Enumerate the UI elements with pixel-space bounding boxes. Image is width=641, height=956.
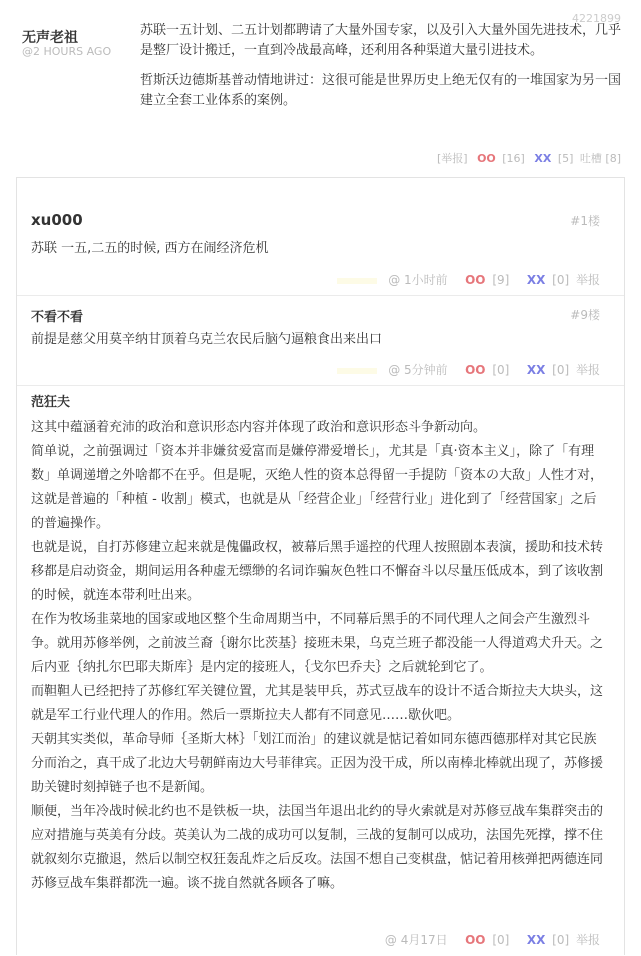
comment-item: [17, 296, 624, 386]
comment-paragraph: 天朝其实类似，革命导师｛圣斯大林｝「划江而治」的建议就是惦记着如同东德西德那样对其它民族分而治之，真干成了北边大号朝鲜南边大号菲律宾。正因为没干成，所以南棒北棒就出现了，苏修援助关键时刻掉链子也不是新闻。: [31, 732, 604, 795]
comment-paragraph: 而靼靼人已经把持了苏修红军关键位置，尤其是装甲兵，苏式豆战车的设计不适合斯拉夫大块头，这就是军工行业代理人的作用。然后一票斯拉夫人都有不同意见……歇伙吧。: [31, 684, 604, 723]
comment-time: @ 1小时前: [388, 273, 448, 287]
comment-author: 不看不看: [31, 310, 84, 325]
xx-label: XX: [526, 933, 546, 947]
xx-label: XX: [526, 363, 546, 377]
comment-item: [17, 178, 624, 296]
xx-count: [0]: [552, 363, 570, 377]
comment-vote-row: [334, 361, 600, 378]
tucao-link[interactable]: 吐槽 [8]: [579, 152, 621, 165]
comment-item: [17, 386, 624, 956]
comment-paragraph: 顺便，当年冷战时候北约也不是铁板一块，法国当年退出北约的导火索就是对苏修豆战车集群突击的应对措施与英美有分歧。英美认为二战的成功可以复制，三战的复制可以成功，法国先死撑，撑不住就叙刻尔克撤退，然后以制空权狂轰乱炸之后反攻。法国不想自己变棋盘，惦记着用核弹把两德连同苏修豆战车集群都洗一遍。谈不拢自然就各顾各了嘛。: [31, 804, 604, 891]
comment-text: 前提是慈父用莫辛纳甘顶着乌克兰农民后脑勺逼粮食出来出口: [31, 332, 383, 347]
oo-count: [0]: [492, 363, 510, 377]
comment-paragraph: 简单说，之前强调过「资本并非嫌贫爱富而是嫌停滞爱增长」，尤其是「真·资本主义」，除了「有理数」单调递增之外啥都不在乎。但是呢，灭绝人性的资本总得留一手提防「资本の大敌」人性才对，这就是普遍的「种植 - 收割」模式，也就是从「经营企业」「经营行业」进化到了「经营国家」之后的普遍操作。: [31, 444, 604, 531]
post-body: [140, 21, 622, 121]
main-post: [0, 0, 641, 168]
comment-time: @ 5分钟前: [388, 363, 448, 377]
oo-button[interactable]: [454, 933, 509, 947]
comment-vote-row: [382, 931, 600, 948]
comment-floor[interactable]: #9楼: [570, 308, 600, 322]
report-link[interactable]: [举报]: [436, 152, 468, 165]
comment-vote-row: [334, 271, 600, 288]
xx-count: [0]: [552, 933, 570, 947]
post-vote-row: [434, 150, 621, 166]
report-link[interactable]: 举报: [575, 933, 600, 947]
xx-button[interactable]: [516, 363, 569, 377]
xx-button[interactable]: [516, 933, 569, 947]
comment-paragraph: 也就是说，自打苏修建立起来就是傀儡政权，被幕后黑手遥控的代理人按照剧本表演，援助和技术转移都是启动资金，期间运用各种虚无缥缈的名词诈骗灰色牲口不懈奋斗以尽量压低成本，到了该收割的时候，就连本带利吐出来。: [31, 540, 604, 603]
report-link[interactable]: 举报: [575, 363, 600, 377]
oo-label: OO: [465, 933, 486, 947]
highlight-bar: [337, 278, 377, 284]
oo-button[interactable]: [454, 273, 509, 287]
oo-count: [0]: [492, 933, 510, 947]
comment-author: xu000: [31, 211, 83, 229]
highlight-bar: [337, 368, 377, 374]
xx-count: [0]: [552, 273, 570, 287]
comment-paragraph: 在作为牧场韭菜地的国家或地区整个生命周期当中，不同幕后黑手的不同代理人之间会产生激烈斗争。就用苏修举例，之前波兰裔｛谢尔比茨基｝接班未果，乌克兰班子都没能一人得道鸡犬升天。之后内亚｛纳扎尔巴耶夫斯库｝是内定的接班人，｛戈尔巴乔夫｝之后就轮到它了。: [31, 612, 604, 675]
post-id[interactable]: 4221899: [572, 12, 621, 25]
comment-author: 范狂夫: [31, 395, 71, 410]
post-author: 无声老祖: [22, 30, 78, 46]
oo-count: [9]: [492, 273, 510, 287]
post-time: @2 HOURS AGO: [22, 45, 112, 58]
oo-label: OO: [477, 152, 496, 165]
oo-button[interactable]: [454, 363, 509, 377]
xx-button[interactable]: [531, 152, 573, 165]
post-paragraph: 哲斯沃边德斯基普动情地讲过：这很可能是世界历史上绝无仅有的一堆国家为另一国建立全套工业体系的案例。: [140, 73, 622, 108]
report-link[interactable]: 举报: [575, 273, 600, 287]
oo-button[interactable]: [474, 152, 525, 165]
oo-label: OO: [465, 363, 486, 377]
xx-count: [5]: [557, 152, 574, 165]
comment-floor[interactable]: #1楼: [570, 214, 600, 228]
comment-text: 苏联 一五,二五的时候, 西方在闹经济危机: [31, 241, 269, 256]
comment-list: [16, 177, 625, 955]
xx-label: XX: [526, 273, 546, 287]
xx-button[interactable]: [516, 273, 569, 287]
post-paragraph: 苏联一五计划、二五计划都聘请了大量外国专家，以及引入大量外国先进技术，几乎是整厂设计搬迁，一直到冷战最高峰，还利用各种渠道大量引进技术。: [140, 23, 622, 58]
xx-label: XX: [534, 152, 552, 165]
oo-count: [16]: [502, 152, 525, 165]
oo-label: OO: [465, 273, 486, 287]
comment-time: @ 4月17日: [384, 933, 448, 947]
comment-paragraph: 这其中蕴涵着充沛的政治和意识形态内容并体现了政治和意识形态斗争新动向。: [31, 420, 487, 435]
comment-text: [31, 416, 607, 896]
